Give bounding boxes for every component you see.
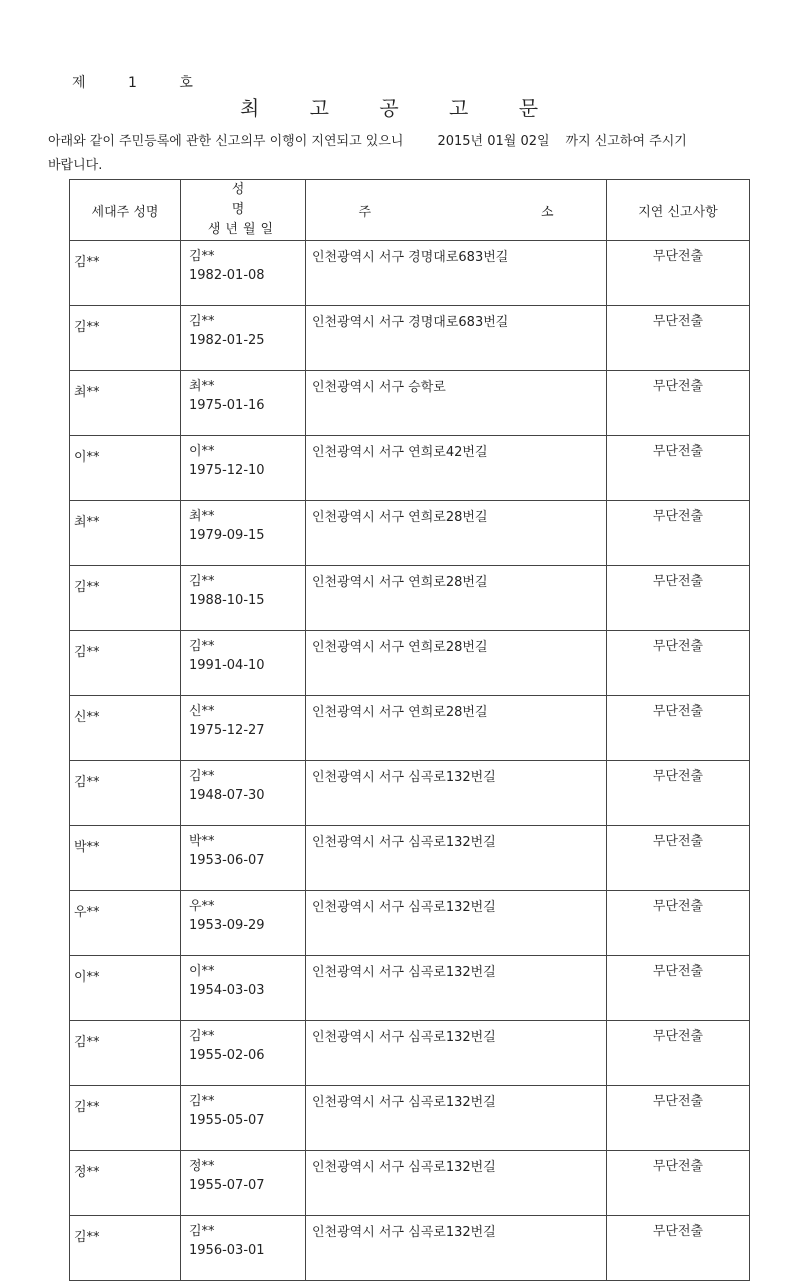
address-cell: 인천광역시 서구 심곡로132번길	[306, 1086, 607, 1151]
birth-date: 1982-01-25	[189, 333, 265, 348]
header-name: 성명	[231, 182, 285, 217]
person-name: 이**	[189, 964, 215, 979]
person-name: 최**	[189, 379, 215, 394]
household-name-cell: 김**	[70, 1216, 181, 1281]
delayed-report-cell: 무단전출	[607, 1216, 750, 1281]
delayed-report-cell: 무단전출	[607, 826, 750, 891]
delayed-report-cell: 무단전출	[607, 1086, 750, 1151]
header-name-birth	[181, 180, 306, 241]
delayed-report-cell: 무단전출	[607, 956, 750, 1021]
household-name-cell: 김**	[70, 631, 181, 696]
birth-date: 1955-05-07	[189, 1113, 265, 1128]
birth-date: 1975-01-16	[189, 398, 265, 413]
household-name-cell: 박**	[70, 826, 181, 891]
person-cell	[181, 956, 306, 1021]
table-row	[70, 501, 750, 566]
person-name: 김**	[189, 769, 215, 784]
person-cell	[181, 696, 306, 761]
birth-date: 1953-09-29	[189, 918, 265, 933]
delayed-report-cell: 무단전출	[607, 631, 750, 696]
household-name-cell: 김**	[70, 306, 181, 371]
person-name: 박**	[189, 834, 215, 849]
address-cell: 인천광역시 서구 연희로42번길	[306, 436, 607, 501]
header-birthdate: 생년월일	[207, 222, 279, 237]
table-row	[70, 1151, 750, 1216]
table-row	[70, 696, 750, 761]
person-cell	[181, 371, 306, 436]
birth-date: 1955-02-06	[189, 1048, 265, 1063]
person-name: 김**	[189, 1224, 215, 1239]
person-cell	[181, 1086, 306, 1151]
address-cell: 인천광역시 서구 심곡로132번길	[306, 956, 607, 1021]
birth-date: 1953-06-07	[189, 853, 265, 868]
address-cell: 인천광역시 서구 연희로28번길	[306, 501, 607, 566]
intro-part-1: 아래와 같이 주민등록에 관한 신고의무 이행이 지연되고 있으니	[48, 134, 404, 149]
intro-part-2: 까지 신고하여 주시기	[565, 134, 687, 149]
household-name-cell: 김**	[70, 761, 181, 826]
household-name-cell: 최**	[70, 501, 181, 566]
birth-date: 1979-09-15	[189, 528, 265, 543]
address-cell: 인천광역시 서구 연희로28번길	[306, 566, 607, 631]
delayed-report-cell: 무단전출	[607, 501, 750, 566]
household-name-cell: 우**	[70, 891, 181, 956]
person-cell	[181, 1021, 306, 1086]
delayed-report-cell: 무단전출	[607, 1021, 750, 1086]
household-name-cell: 김**	[70, 241, 181, 306]
notice-table	[69, 179, 750, 1281]
intro-part-3: 바랍니다.	[48, 158, 103, 173]
household-name-cell: 김**	[70, 1086, 181, 1151]
person-name: 김**	[189, 1094, 215, 1109]
intro-deadline-date: 2015년 01월 02일	[437, 134, 550, 149]
delayed-report-cell: 무단전출	[607, 566, 750, 631]
person-name: 김**	[189, 639, 215, 654]
birth-date: 1975-12-27	[189, 723, 265, 738]
table-row	[70, 1216, 750, 1281]
person-cell	[181, 761, 306, 826]
header-address	[306, 180, 607, 241]
household-name-cell: 김**	[70, 1021, 181, 1086]
table-row	[70, 371, 750, 436]
household-name-cell: 정**	[70, 1151, 181, 1216]
doc-number-prefix: 제	[72, 75, 86, 91]
address-cell: 인천광역시 서구 경명대로683번길	[306, 306, 607, 371]
document-number	[72, 72, 193, 92]
header-address-a: 주	[358, 204, 371, 220]
doc-number-suffix: 호	[179, 75, 193, 91]
person-name: 김**	[189, 574, 215, 589]
person-cell	[181, 501, 306, 566]
person-cell	[181, 826, 306, 891]
person-name: 우**	[189, 899, 215, 914]
person-name: 최**	[189, 509, 215, 524]
delayed-report-cell: 무단전출	[607, 1151, 750, 1216]
delayed-report-cell: 무단전출	[607, 306, 750, 371]
delayed-report-cell: 무단전출	[607, 371, 750, 436]
birth-date: 1956-03-01	[189, 1243, 265, 1258]
person-name: 김**	[189, 249, 215, 264]
person-name: 김**	[189, 314, 215, 329]
delayed-report-cell: 무단전출	[607, 696, 750, 761]
header-address-b: 소	[541, 204, 554, 220]
delayed-report-cell: 무단전출	[607, 761, 750, 826]
table-body	[70, 241, 750, 1281]
table-row	[70, 826, 750, 891]
person-cell	[181, 241, 306, 306]
table-row	[70, 891, 750, 956]
address-cell: 인천광역시 서구 심곡로132번길	[306, 826, 607, 891]
header-delayed-report: 지연 신고사항	[607, 180, 750, 241]
page-title: 최 고 공 고 문	[239, 96, 561, 120]
household-name-cell: 최**	[70, 371, 181, 436]
table-row	[70, 241, 750, 306]
household-name-cell: 이**	[70, 956, 181, 1021]
address-cell: 인천광역시 서구 심곡로132번길	[306, 891, 607, 956]
person-cell	[181, 1151, 306, 1216]
household-name-cell: 김**	[70, 566, 181, 631]
address-cell: 인천광역시 서구 심곡로132번길	[306, 1216, 607, 1281]
person-cell	[181, 891, 306, 956]
table-row	[70, 631, 750, 696]
address-cell: 인천광역시 서구 승학로	[306, 371, 607, 436]
address-cell: 인천광역시 서구 연희로28번길	[306, 631, 607, 696]
table-row	[70, 566, 750, 631]
person-cell	[181, 306, 306, 371]
table-row	[70, 306, 750, 371]
delayed-report-cell: 무단전출	[607, 241, 750, 306]
birth-date: 1955-07-07	[189, 1178, 265, 1193]
address-cell: 인천광역시 서구 경명대로683번길	[306, 241, 607, 306]
person-name: 김**	[189, 1029, 215, 1044]
person-cell	[181, 631, 306, 696]
birth-date: 1982-01-08	[189, 268, 265, 283]
table-row	[70, 761, 750, 826]
table-row	[70, 1086, 750, 1151]
person-name: 정**	[189, 1159, 215, 1174]
person-name: 이**	[189, 444, 215, 459]
birth-date: 1988-10-15	[189, 593, 265, 608]
person-cell	[181, 436, 306, 501]
birth-date: 1948-07-30	[189, 788, 265, 803]
person-cell	[181, 1216, 306, 1281]
birth-date: 1954-03-03	[189, 983, 265, 998]
header-household-name: 세대주 성명	[70, 180, 181, 241]
table-row	[70, 436, 750, 501]
doc-number-value: 1	[127, 75, 137, 91]
table-row	[70, 956, 750, 1021]
delayed-report-cell: 무단전출	[607, 436, 750, 501]
birth-date: 1991-04-10	[189, 658, 265, 673]
delayed-report-cell: 무단전출	[607, 891, 750, 956]
birth-date: 1975-12-10	[189, 463, 265, 478]
address-cell: 인천광역시 서구 심곡로132번길	[306, 1151, 607, 1216]
address-cell: 인천광역시 서구 심곡로132번길	[306, 761, 607, 826]
household-name-cell: 이**	[70, 436, 181, 501]
person-cell	[181, 566, 306, 631]
address-cell: 인천광역시 서구 연희로28번길	[306, 696, 607, 761]
address-cell: 인천광역시 서구 심곡로132번길	[306, 1021, 607, 1086]
table-row	[70, 1021, 750, 1086]
household-name-cell: 신**	[70, 696, 181, 761]
intro-text	[48, 130, 758, 178]
table-header-row	[70, 180, 750, 241]
person-name: 신**	[189, 704, 215, 719]
